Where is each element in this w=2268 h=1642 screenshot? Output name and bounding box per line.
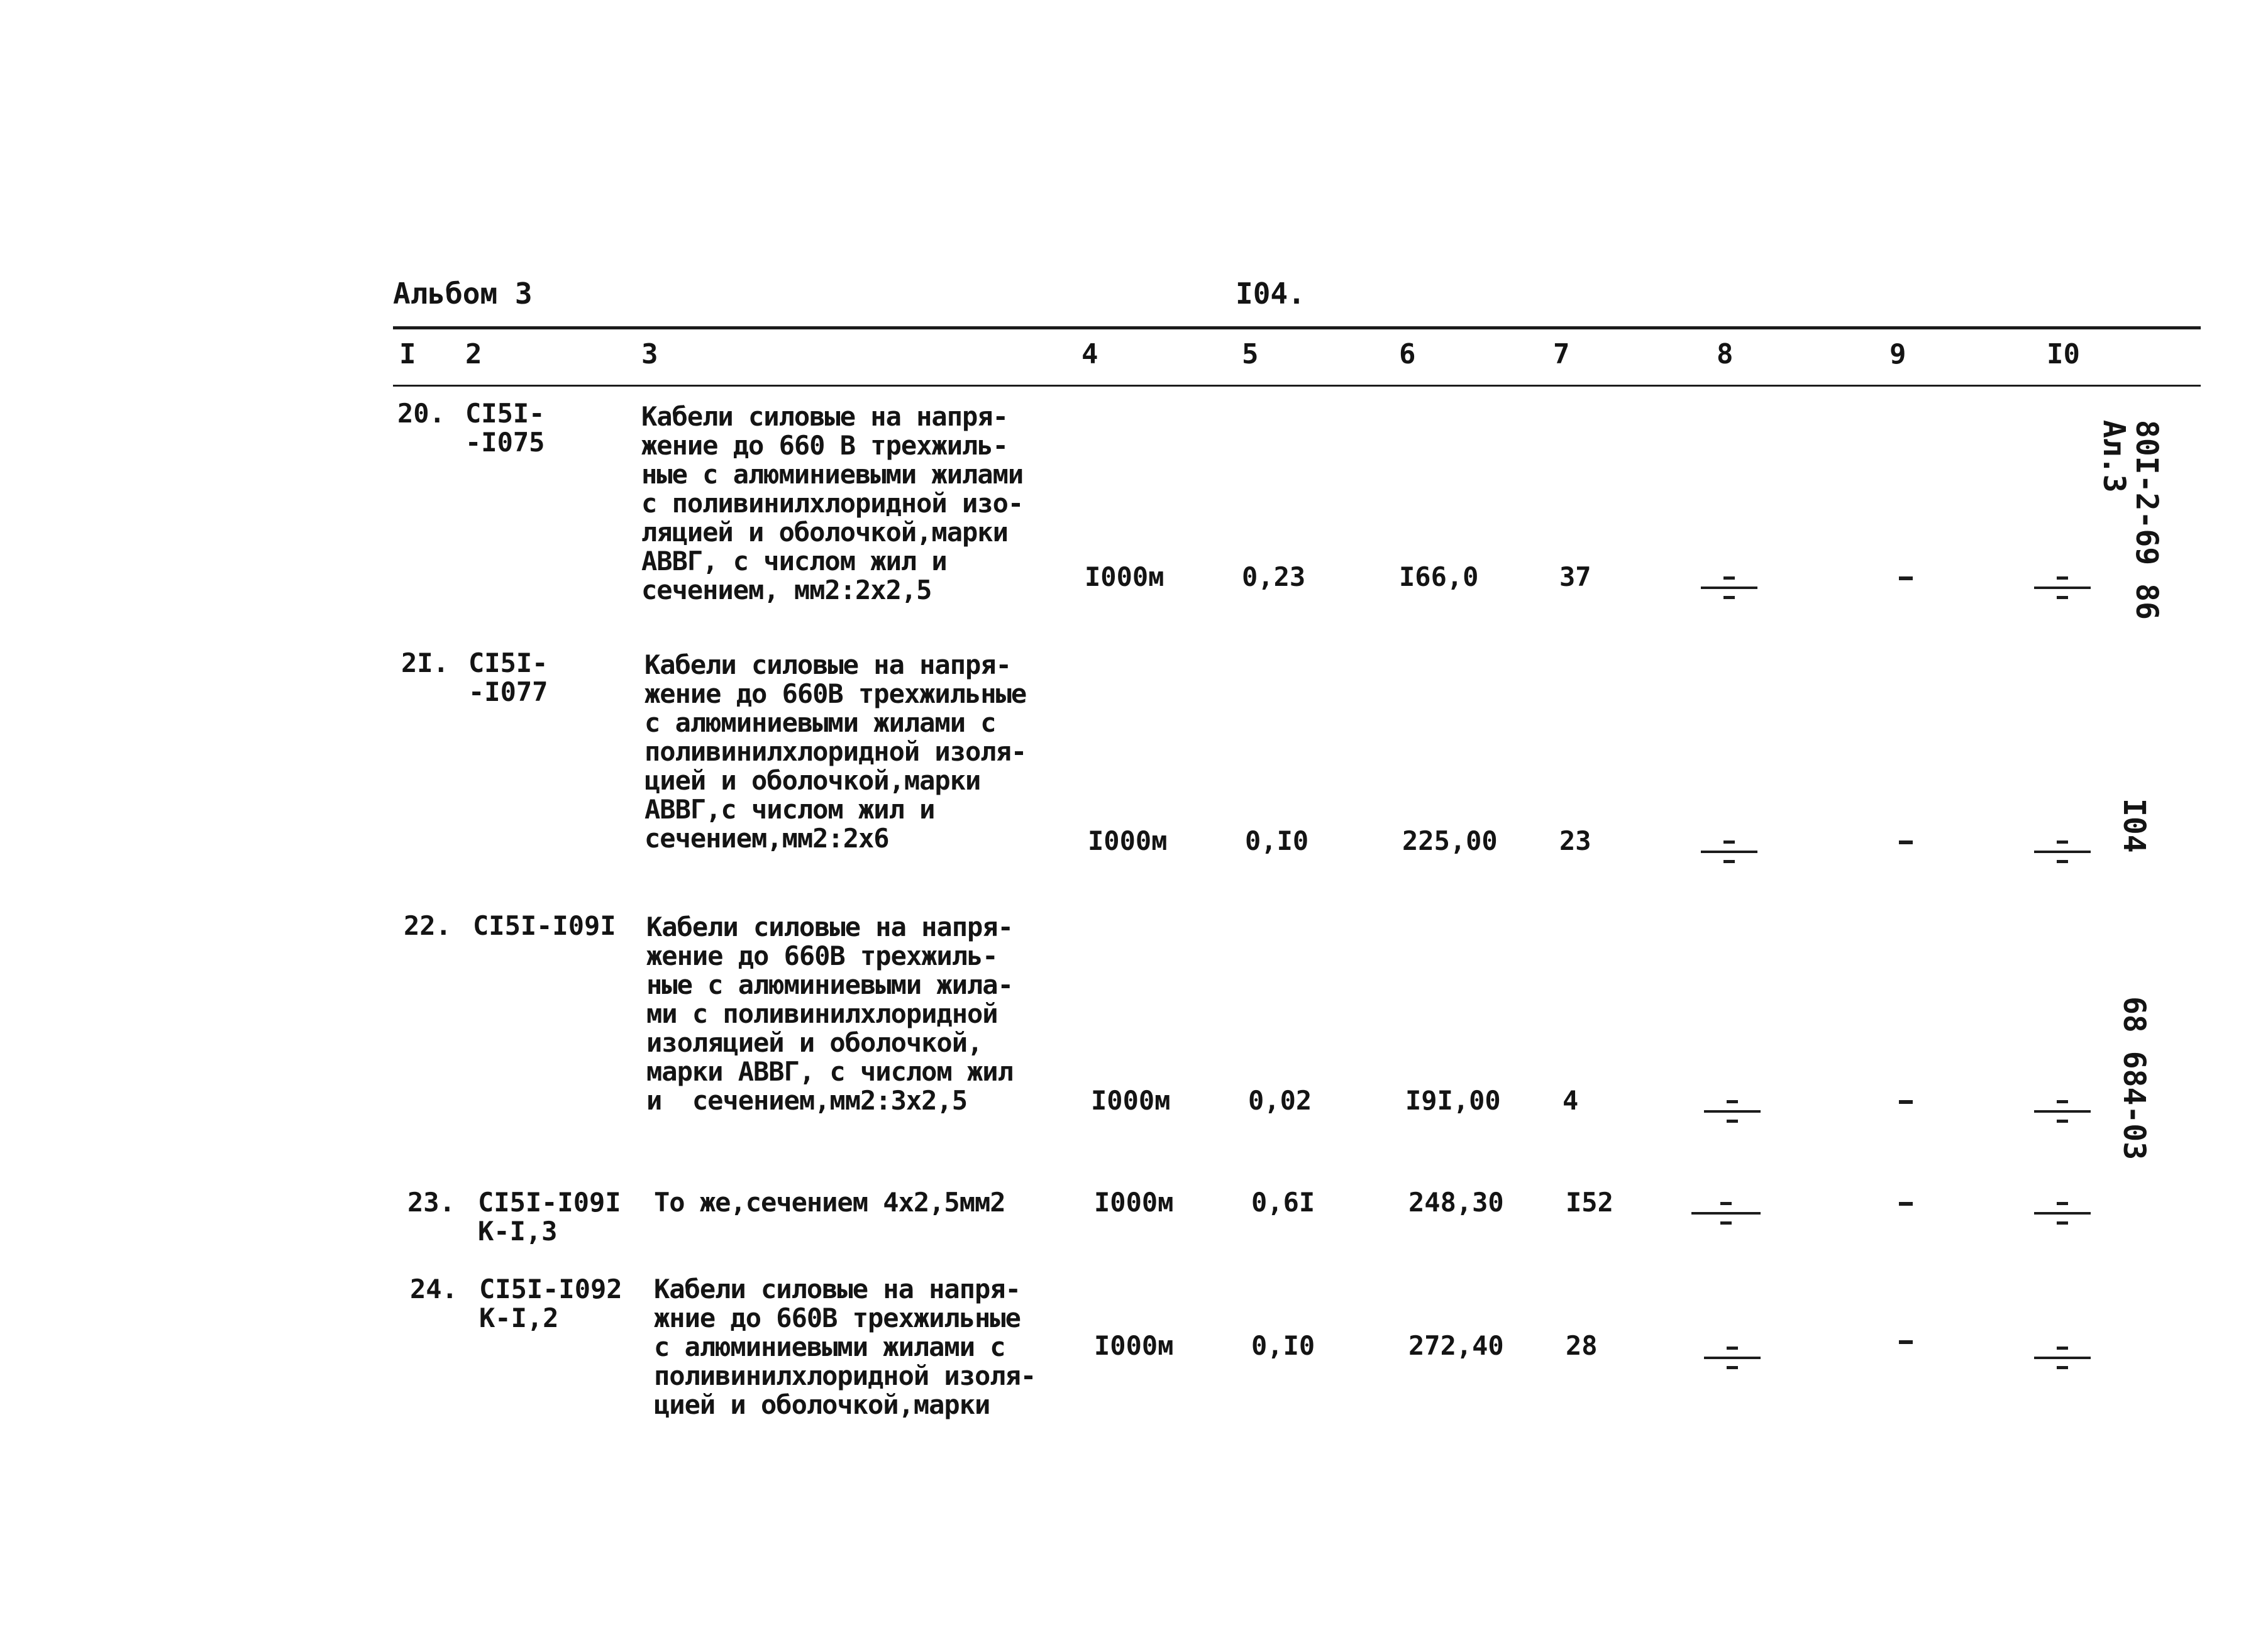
- row-number: 24.: [410, 1274, 458, 1304]
- ditto-mark: [2034, 1345, 2091, 1370]
- row-quantity: 0,02: [1248, 1085, 1312, 1116]
- row-unit: I000м: [1091, 1085, 1171, 1116]
- ditto-mark: [1701, 839, 1757, 864]
- row-number: 23.: [407, 1187, 455, 1218]
- row-code: CI5I- -I075: [465, 398, 545, 458]
- row-description: Кабели силовые на напря- жение до 660В трехжиль- ные с алюминиевыми жила- ми с поливинилхлоридной изоляцией и оболочкой, марки АВВГ, с числом жил и сечением,мм2:3х2,5: [646, 912, 1013, 1116]
- column-number-1: I: [399, 338, 416, 370]
- ditto-mark: [1704, 1345, 1761, 1370]
- row-number: 2I.: [401, 647, 449, 678]
- row-code: CI5I- -I077: [468, 647, 548, 707]
- row-number: 20.: [397, 398, 445, 429]
- row-description: Кабели силовые на напря- жение до 660В трехжильные с алюминиевыми жилами с поливинилхлоридной изоля- цией и оболочкой,марки АВВГ,с числом жил и сечением,мм2:2х6: [644, 649, 1027, 854]
- row-code: CI5I-I09I: [473, 910, 616, 941]
- row-col7: 4: [1563, 1085, 1579, 1116]
- row-code: CI5I-I09I К-I,3: [478, 1187, 621, 1247]
- ditto-mark: [1704, 1099, 1761, 1124]
- row-unit: I000м: [1094, 1330, 1174, 1361]
- row-quantity: 0,I0: [1245, 825, 1309, 856]
- row-price: 272,40: [1408, 1330, 1504, 1361]
- dash-mark: [1899, 1340, 1913, 1344]
- column-number-2: 2: [465, 338, 482, 370]
- dash-mark: [1899, 1202, 1913, 1206]
- column-number-8: 8: [1717, 338, 1734, 370]
- row-quantity: 0,6I: [1251, 1187, 1315, 1218]
- row-price: 225,00: [1402, 825, 1498, 856]
- column-number-9: 9: [1889, 338, 1906, 370]
- margin-note-top: 80I-2-69 86 Ал.3: [2096, 420, 2164, 620]
- row-code: CI5I-I092 К-I,2: [479, 1274, 622, 1333]
- row-col7: 28: [1566, 1330, 1598, 1361]
- column-number-6: 6: [1399, 338, 1416, 370]
- row-unit: I000м: [1085, 561, 1164, 592]
- header-rule-bottom: [393, 385, 2201, 387]
- row-description: Кабели силовые на напря- жние до 660В трехжильные с алюминиевыми жилами с поливинилхлоридной изоля- цией и оболочкой,марки: [654, 1274, 1036, 1420]
- column-number-7: 7: [1553, 338, 1570, 370]
- row-description: То же,сечением 4х2,5мм2: [654, 1187, 1005, 1218]
- album-title: Альбом 3: [393, 277, 533, 311]
- ditto-mark: [2034, 575, 2091, 600]
- row-col7: 23: [1559, 825, 1591, 856]
- header-rule-top: [393, 326, 2201, 329]
- dash-mark: [1899, 576, 1913, 580]
- ditto-mark: [1691, 1201, 1761, 1226]
- row-price: I66,0: [1399, 561, 1479, 592]
- row-quantity: 0,I0: [1251, 1330, 1315, 1361]
- column-number-5: 5: [1242, 338, 1259, 370]
- row-unit: I000м: [1094, 1187, 1174, 1218]
- column-number-3: 3: [641, 338, 658, 370]
- page-number: I04.: [1236, 277, 1305, 311]
- row-price: 248,30: [1408, 1187, 1504, 1218]
- row-number: 22.: [404, 910, 451, 941]
- ditto-mark: [2034, 1201, 2091, 1226]
- row-col7: I52: [1566, 1187, 1613, 1218]
- row-quantity: 0,23: [1242, 561, 1306, 592]
- column-number-10: I0: [2047, 338, 2080, 370]
- dash-mark: [1899, 1100, 1913, 1104]
- dash-mark: [1899, 840, 1913, 844]
- margin-note-bottom: 68 684-03: [2116, 996, 2152, 1160]
- row-price: I9I,00: [1405, 1085, 1501, 1116]
- ditto-mark: [2034, 1099, 2091, 1124]
- ditto-mark: [2034, 839, 2091, 864]
- row-description: Кабели силовые на напря- жение до 660 В трехжиль- ные с алюминиевыми жилами с поливинилхлоридной изо- ляцией и оболочкой,марки АВВГ, с числом жил и сечением, мм2:2х2,5: [641, 401, 1024, 605]
- ditto-mark: [1701, 575, 1757, 600]
- row-unit: I000м: [1088, 825, 1168, 856]
- margin-note-middle: I04: [2116, 798, 2152, 853]
- column-number-4: 4: [1081, 338, 1098, 370]
- row-col7: 37: [1559, 561, 1591, 592]
